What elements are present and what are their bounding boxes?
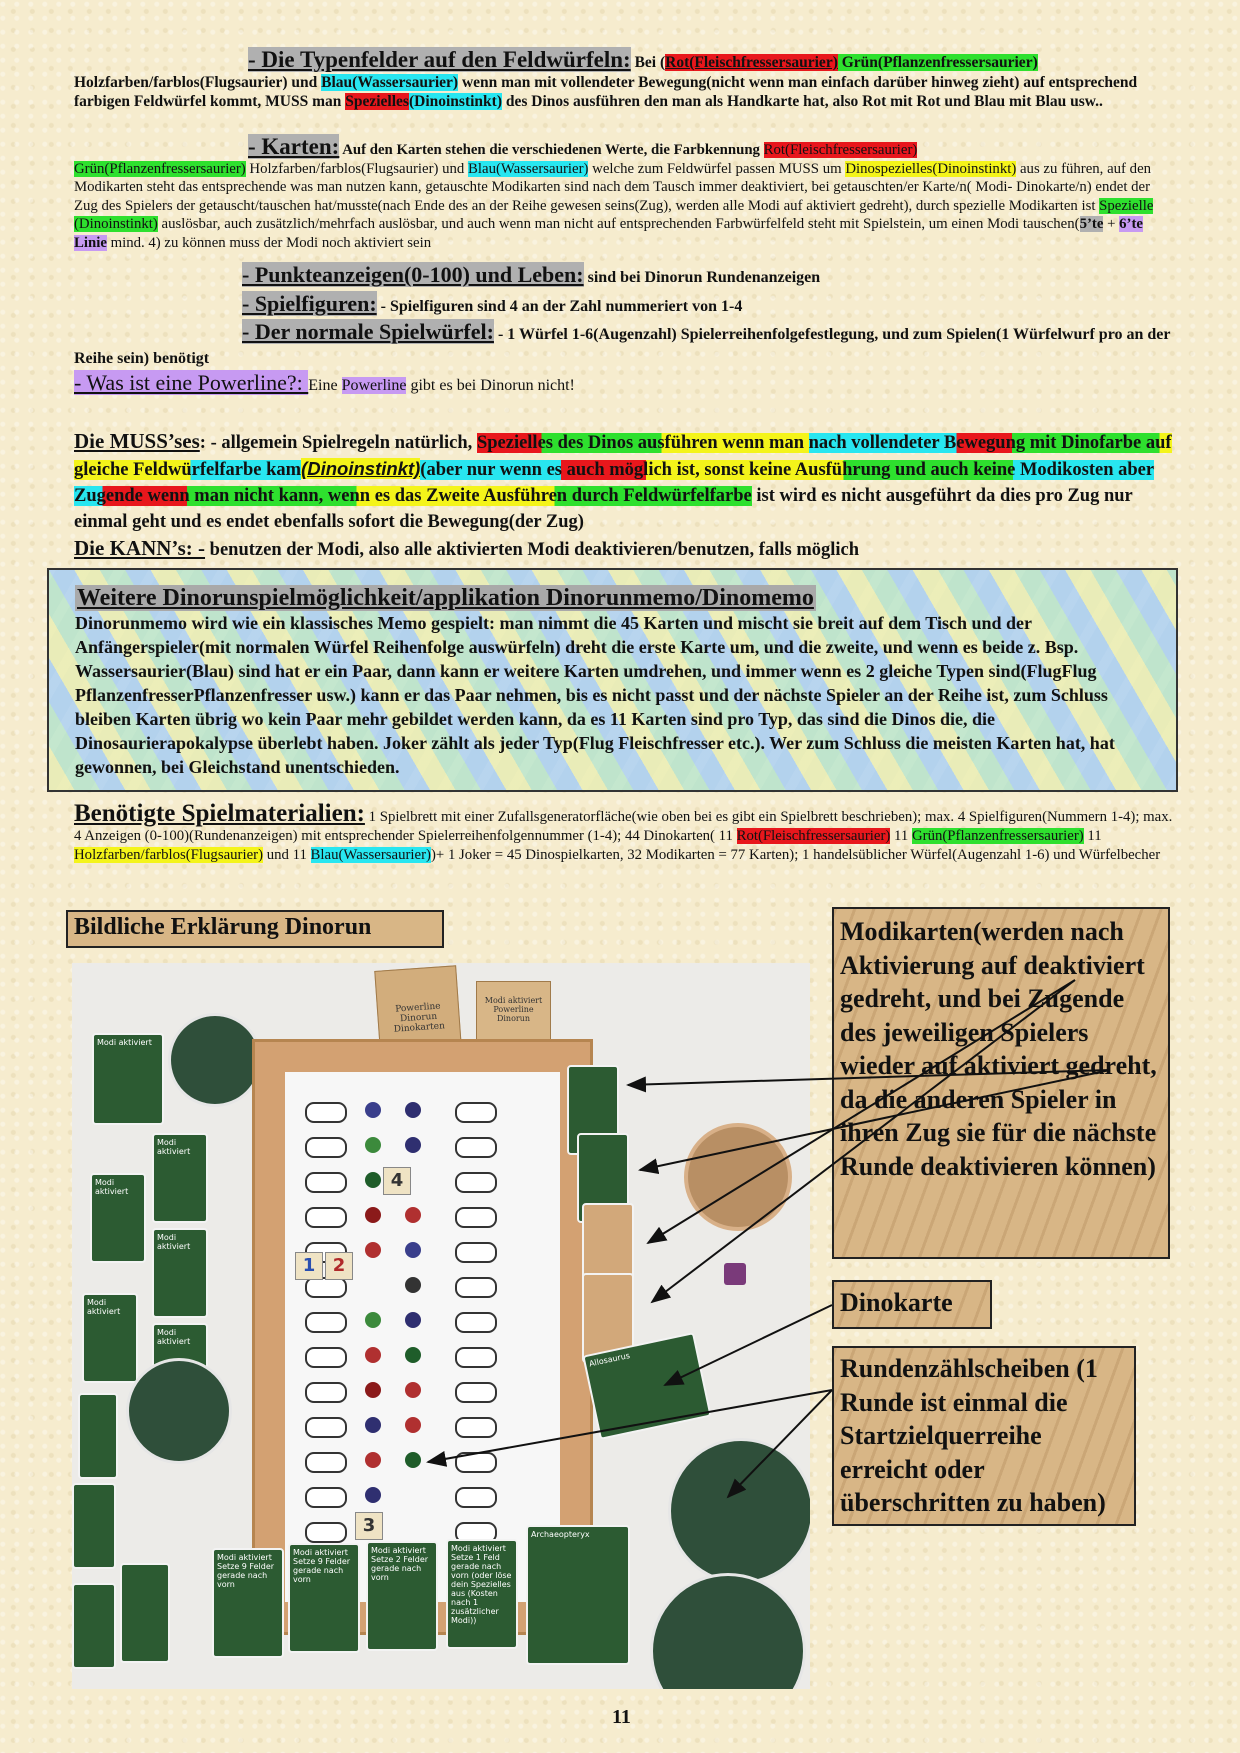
callout-dinokarte: Dinokarte <box>832 1280 992 1329</box>
material-paragraph: Benötigte Spielmaterialien: 1 Spielbrett mit einer Zufallsgeneratorfläche(wie oben bei es gibt ein Spielbrett beschrieben); max. 4 Spielfiguren(Nummern 1-4); max. 4 Anzeigen (0-100)(Rundenanzeigen) mit entsprechender Spielerreihenfolgennummer (1-4); 44 Dinokarten( 11 Rot(Fleischfressersaurier) 11 Grün(Pflanzenfressersaurier) 11 Holzfarben/farblos(Flugsaurier) und 11 Blau(Wassersaurier))+ 1 Joker = 45 Dinospielkarten, 32 Modikarten = 77 Karten); 1 handelsüblicher Würfel(Augenzahl 1-6) und Würfelbecher <box>74 800 1173 863</box>
dinomemo-title: Weitere Dinorunspielmöglichkeit/applikation Dinorunmemo/Dinomemo <box>77 585 814 611</box>
modi-card-bottom: Modi aktiviert Setze 9 Felder gerade nach vorn <box>212 1548 284 1658</box>
karten-paragraph: - Karten: Auf den Karten stehen die verschiedenen Werte, die Farbkennung Rot(Fleischfressersaurier) Grün(Pflanzenfressersaurier) Holzfarben/farblos(Flugsaurier) und Blau(Wassersaurier) welche zum Feldwürfel passen MUSS um Dinospezielles(Dinoinstinkt) aus zu führen, auf den Modikarten steht das entsprechende was man nutzen kann, getauschte Modikarten sind nach dem Tausch immer deaktiviert, bei getauschten/er Karte/n( Modi- Dinokarte/n) endet der Zug des Spielers der getauscht/tauschen hat/musste(nach Ende des an der Reihe gewesen seins(Zug), werden alle Modi auf aktiviert gedreht), durch spezielle Modikarten ist Spezielle (Dinoinstinkt) auslösbar, auch zusätzlich/mehrfach auslösbar, und auch wenn man nicht auf entsprechenden Farbwürfelfeld steht mit Spielstein, um einen Modi tauschen(5’te + 6’te Linie mind. 4) zu können muss der Modi noch aktiviert sein <box>74 134 1154 251</box>
modi-card-bottom: Modi aktiviert Setze 9 Felder gerade nach vorn <box>288 1543 360 1653</box>
dino-card-archaeopteryx: Archaeopteryx <box>526 1525 630 1665</box>
material-heading: Benötigte Spielmaterialien: <box>74 800 365 827</box>
page-number: 11 <box>612 1706 631 1728</box>
dino-card-allosaurus: Allosaurus <box>582 1332 711 1440</box>
arrow-modi-4 <box>652 980 1075 1302</box>
muss-paragraph: Die MUSS’ses: - allgemein Spielregeln natürlich, Spezielles des Dinos ausführen wenn man nach vollendeter Bewegung mit Dinofarbe auf gleiche Feldwürfelfarbe kam(Dinoinstinkt)(aber nur wenn es auch möglich ist, sonst keine Ausführung und auch keine Modikosten aber Zugende wenn man nicht kann, wenn es das Zweite Ausführen durch Feldwürfelfarbe ist wird es nicht ausgeführt da dies pro Zug nur einmal geht und es endet ebenfalls sofort die Bewegung(der Zug) Die KANN’s: - benutzen der Modi, also alle aktivierten Modi deaktivieren/benutzen, falls möglich <box>74 429 1172 560</box>
dinomemo-text: Dinorunmemo wird wie ein klassisches Memo gespielt: man nimmt die 45 Karten und mischt sie breit auf dem Tisch und der Anfängerspieler(mit normalen Würfel Reihenfolge auswürfeln) dreht die erste Karte um, und die zweite, und wenn es beide z. Bsp. Wassersaurier(Blau) sind hat er ein Paar, dann kann er weitere Karten umdrehen, und immer wenn es 2 gleiche Typen sind(FlugFlug PflanzenfresserPflanzenfresser usw.) kann er das Paar nehmen, bis es nicht passt und der nächste Spieler an der Reihe ist, zum Schluss bleiben Karten übrig wo kein Paar mehr gebildet werden kann, da es 11 Karten sind pro Typ, das sind die Dinos die, die Dinosaurierapokalypse überlebt haben. Joker zählt als jeder Typ(Flug Fleischfresser etc.). Wer zum Schluss die meisten Karten hat, hat gewonnen, bei Gleichstand unentschieden. <box>75 613 1115 777</box>
karten-heading: - Karten: <box>248 134 340 159</box>
arrow-modi-2 <box>640 1070 1110 1170</box>
dino-card: Modi aktiviert <box>92 1033 164 1125</box>
arrow-lines <box>428 980 1110 1497</box>
arrow-modi-3 <box>648 980 1075 1243</box>
figure-label: Bildliche Erklärung Dinorun <box>66 910 444 948</box>
typenfelder-paragraph: - Die Typenfelder auf den Feldwürfeln: Bei (Rot(Fleischfressersaurier) Grün(Pflanzenfressersaurier) Holzfarben/farblos(Flugsaurier) und Blau(Wassersaurier) wenn man mit vollendeter Bewegung(nicht wenn man einfach darüber hinweg zieht) auf entsprechend farbigen Feldwürfel kommt, MUSS man Spezielles(Dinoinstinkt) des Dinos ausführen den man als Handkarte hat, also Rot mit Rot und Blau mit Blau usw.. <box>74 47 1138 110</box>
callout-modikarten: Modikarten(werden nach Aktivierung auf deaktiviert gedreht, und bei Zugende des jeweiligen Spielers wieder auf aktiviert gedreht, da die anderen Spieler in ihren Zug sie für die nächste Runde deaktivieren können) <box>832 907 1170 1259</box>
modi-card: Modi aktiviert <box>90 1173 146 1263</box>
modi-card: Modi aktiviert <box>152 1323 208 1413</box>
arrow-dinokarte <box>665 1305 832 1385</box>
powerline-heading: - Was ist eine Powerline?: <box>74 370 309 395</box>
powerline-line: - Was ist eine Powerline?: Eine Powerline gibt es bei Dinorun nicht! <box>74 370 575 395</box>
player-figure-1: 1 <box>295 1252 323 1280</box>
powerline-box: Powerline Dinorun Dinokarten <box>374 965 463 1080</box>
modi-card-bottom: Modi aktiviert Setze 1 Feld gerade nach vorn (oder löse dein Spezielles aus (Kosten nach 1 zusätzlicher Modi)) <box>446 1539 518 1649</box>
modi-card: Modi aktiviert <box>152 1133 208 1223</box>
player-figure-3: 3 <box>355 1512 383 1540</box>
modi-card: Modi aktiviert <box>82 1293 138 1383</box>
spielwuerfel-paragraph: - Der normale Spielwürfel: - 1 Würfel 1-6(Augenzahl) Spielerreihenfolgefestlegung, und zum Spielen(1 Würfelwurf pro an der Reihe sein) benötigt <box>74 319 1171 367</box>
player-figure-2: 2 <box>325 1252 353 1280</box>
modi-card-bottom: Modi aktiviert Setze 2 Felder gerade nach vorn <box>366 1541 438 1651</box>
kann-label: Die KANN’s: - <box>74 536 206 560</box>
punkteanzeigen-line: - Punkteanzeigen(0-100) und Leben: sind bei Dinorun Rundenanzeigen <box>242 262 821 287</box>
player-figure-4: 4 <box>383 1167 411 1195</box>
modi-card: Modi aktiviert <box>152 1228 208 1318</box>
muss-label: Die MUSS’ses <box>74 429 200 453</box>
modi-box: Modi aktiviert Powerline Dinorun <box>476 981 551 1073</box>
callout-rundenzaehlscheiben: Rundenzählscheiben (1 Runde ist einmal die Startzielquerreihe erreicht oder überschritten zu haben) <box>832 1346 1136 1526</box>
typenfelder-heading: - Die Typenfelder auf den Feldwürfeln: <box>248 47 631 72</box>
arrow-modi-1 <box>628 1070 1110 1085</box>
spielfiguren-line: - Spielfiguren: - Spielfiguren sind 4 an der Zahl nummeriert von 1-4 <box>242 291 743 316</box>
